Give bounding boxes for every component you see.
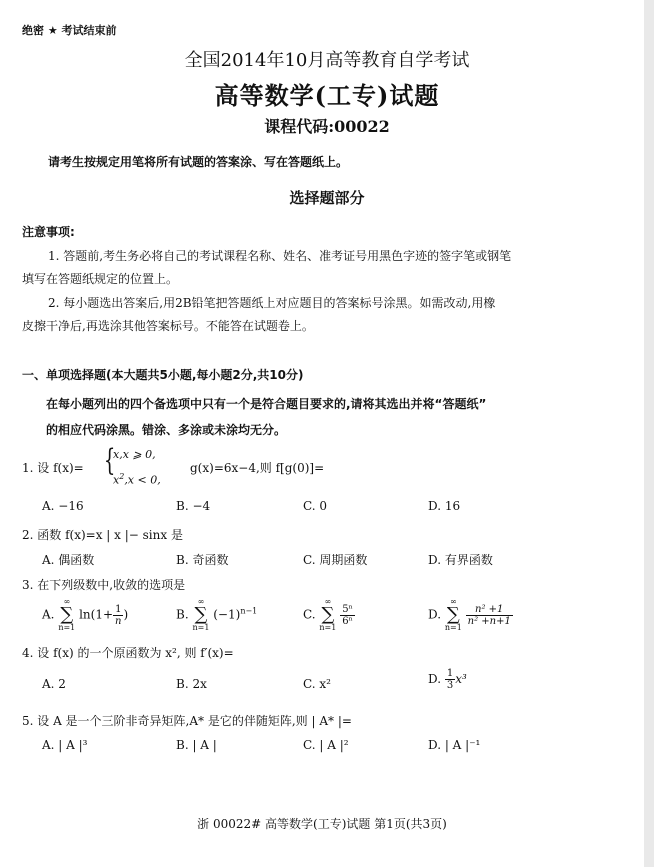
note-2-line-1: 2. 每小题选出答案后,用2B铅笔把答题纸上对应题目的答案标号涂黑。如需改动,用橡	[48, 296, 496, 310]
part1-desc-line-1: 在每小题列出的四个备选项中只有一个是符合题目要求的,请将其选出并将“答题纸”	[46, 397, 487, 411]
q5-option-d: D. | A |⁻¹	[428, 738, 481, 752]
part1-desc-line-2: 的相应代码涂黑。错涂、多涂或未涂均无分。	[46, 423, 287, 437]
q3-option-a: A. ∞ ∑ n=1 ln(1+ $\frac{1}{n}$ )	[42, 597, 129, 632]
section-heading: 选择题部分	[289, 189, 365, 207]
note-1-line-2: 填写在答题纸规定的位置上。	[22, 272, 179, 286]
page-footer: 浙 00022# 高等数学(工专)试题 第1页(共3页)	[197, 817, 447, 831]
q1-option-a: A. −16	[42, 499, 84, 513]
notes-heading: 注意事项:	[22, 225, 75, 239]
q5-option-a: A. | A |³	[42, 738, 88, 752]
note-1-line-1: 1. 答题前,考生务必将自己的考试课程名称、姓名、准考证号用黑色字迹的签字笔或钢笔	[48, 249, 512, 263]
q5-stem: 5. 设 A 是一个三阶非奇异矩阵,A* 是它的伴随矩阵,则 | A* |=	[22, 714, 352, 728]
course-code: 课程代码:00022	[264, 117, 390, 136]
q4-option-c: C. x²	[303, 677, 331, 691]
q4-stem: 4. 设 f(x) 的一个原函数为 x², 则 f′(x)=	[22, 646, 234, 660]
q1-stem-suffix: g(x)=6x−4,则 f[g(0)]=	[190, 461, 325, 475]
page-title: 高等数学(工专)试题	[214, 81, 440, 110]
q4-option-b: B. 2x	[176, 677, 207, 691]
q1-option-c: C. 0	[303, 499, 328, 513]
note-2-line-2: 皮擦干净后,再选涂其他答案标号。不能答在试题卷上。	[22, 319, 314, 333]
q2-option-c: C. 周期函数	[303, 553, 368, 567]
q1-case-2: $x^2,x < 0$,	[113, 472, 161, 487]
q3-stem: 3. 在下列级数中,收敛的选项是	[22, 578, 186, 592]
q3-option-b: B. ∞ ∑ n=1 $(-1)^{n-1}$	[176, 597, 258, 632]
q1-option-d: D. 16	[428, 499, 461, 513]
q5-option-b: B. | A |	[176, 738, 217, 752]
q1-option-b: B. −4	[176, 499, 211, 513]
q1-case-1: x,x ⩾ 0,	[113, 448, 156, 461]
q3-option-c: C. ∞ ∑ n=1 $\frac{\text{5ⁿ}}{\text{6ⁿ}}$	[303, 597, 353, 632]
confidential-mark: 绝密 ★ 考试结束前	[22, 24, 117, 37]
q2-option-b: B. 奇函数	[176, 553, 229, 567]
q2-option-a: A. 偶函数	[42, 553, 95, 567]
q4-option-d: D. $\frac{1}{3}$ x³	[428, 668, 467, 691]
q5-option-c: C. | A |²	[303, 738, 349, 752]
q4-option-a: A. 2	[42, 677, 66, 691]
q3-option-d: D. ∞ ∑ n=1 $\frac{\text{n² +1}}{\text{n² +n+1}}$	[428, 597, 511, 632]
instruction: 请考生按规定用笔将所有试题的答案涂、写在答题纸上。	[48, 155, 349, 169]
q1-stem-prefix: 1. 设 f(x)=	[22, 461, 84, 475]
q2-option-d: D. 有界函数	[428, 553, 493, 567]
exam-line: 全国2014年10月高等教育自学考试	[184, 50, 470, 71]
q1-brace: {	[103, 443, 116, 478]
q2-stem: 2. 函数 f(x)=x | x |− sinx 是	[22, 528, 183, 542]
part1-heading: 一、单项选择题(本大题共5小题,每小题2分,共10分)	[22, 368, 304, 382]
